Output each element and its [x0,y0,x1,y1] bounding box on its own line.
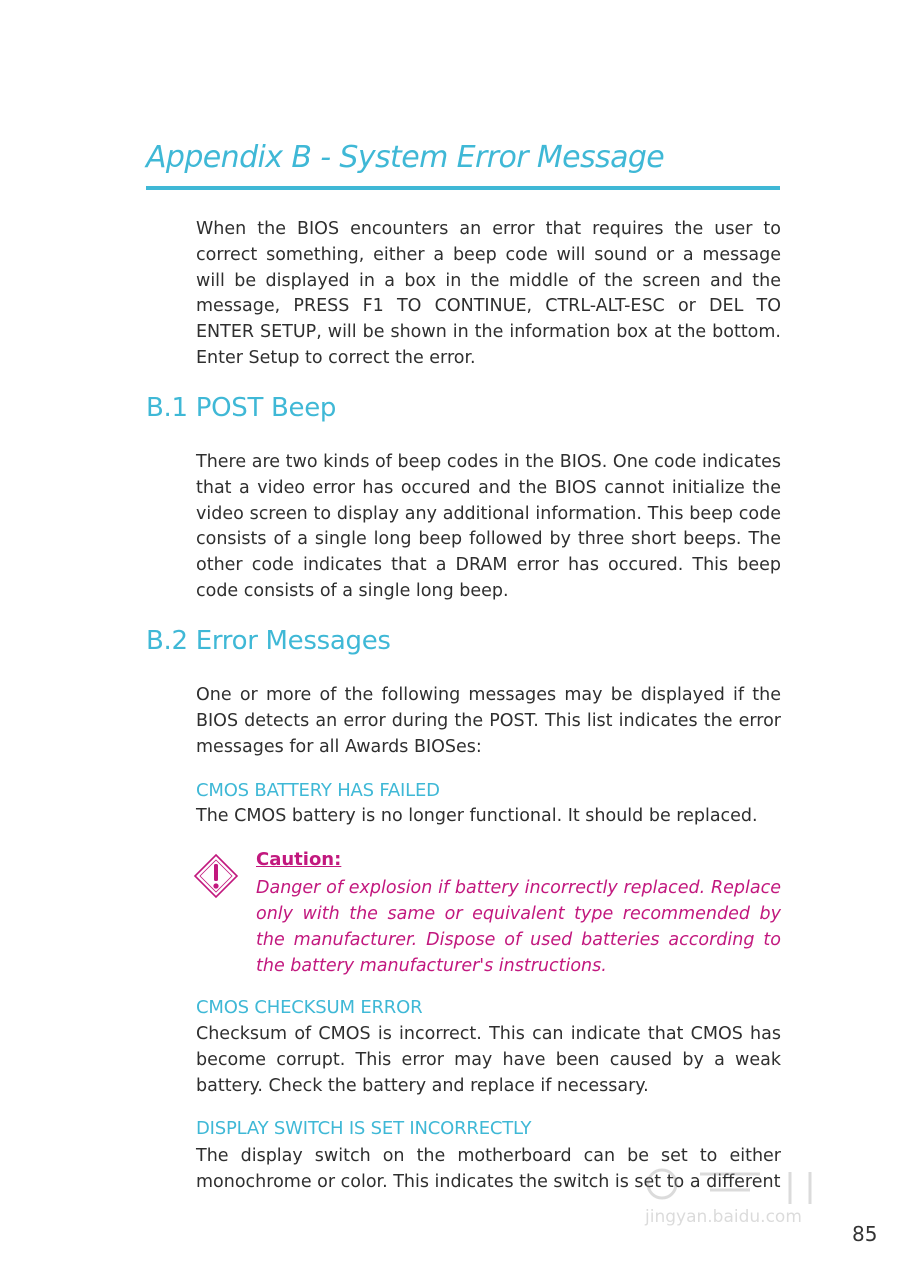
title-underline [146,186,780,190]
section-b2-body: One or more of the following messages may be displayed if the BIOS detects an error during the POST. This list indicates the error messages for all Awards BIOSes: [196,685,781,757]
warning-diamond-icon [193,853,239,899]
caution-text: Danger of explosion if battery incorrectly replaced. Replace only with the same or equivalent type recommended by the manufacturer. Dispose of used batteries according to the battery manufacturer's instructions. [256,878,781,976]
section-b1-heading: B.1 POST Beep [146,393,337,423]
message-title-display-switch: DISPLAY SWITCH IS SET INCORRECTLY [196,1118,532,1139]
watermark-text: jingyan.baidu.com [645,1207,802,1227]
message-title-cmos-battery: CMOS BATTERY HAS FAILED [196,780,440,801]
message-body-display-switch: The display switch on the motherboard can be set to either monochrome or color. This indicates the switch is set to a different [196,1146,781,1192]
caution-heading: Caution: [256,849,342,870]
message-body-cmos-battery: The CMOS battery is no longer functional. It should be replaced. [196,806,758,826]
message-title-cmos-checksum: CMOS CHECKSUM ERROR [196,997,423,1018]
message-body-cmos-checksum: Checksum of CMOS is incorrect. This can indicate that CMOS has become corrupt. This error may have been caused by a weak battery. Check the battery and replace if necessary. [196,1024,781,1096]
intro-paragraph: When the BIOS encounters an error that requires the user to correct something, either a beep code will sound or a message will be displayed in a box in the middle of the screen and the message, PRESS F1 TO CONTINUE, CTRL-ALT-ESC or DEL TO ENTER SETUP, will be shown in the information box at the bottom. Enter Setup to correct the error. [196,219,781,368]
section-b1-body: There are two kinds of beep codes in the BIOS. One code indicates that a video error has occured and the BIOS cannot initialize the video screen to display any additional information. This beep code consists of a single long beep followed by three short beeps. The other code indicates that a DRAM error has occured. This beep code consists of a single long beep. [196,452,781,601]
page-title: Appendix B - System Error Message [146,140,665,175]
page-number: 85 [852,1222,878,1246]
section-b2-heading: B.2 Error Messages [146,626,391,656]
